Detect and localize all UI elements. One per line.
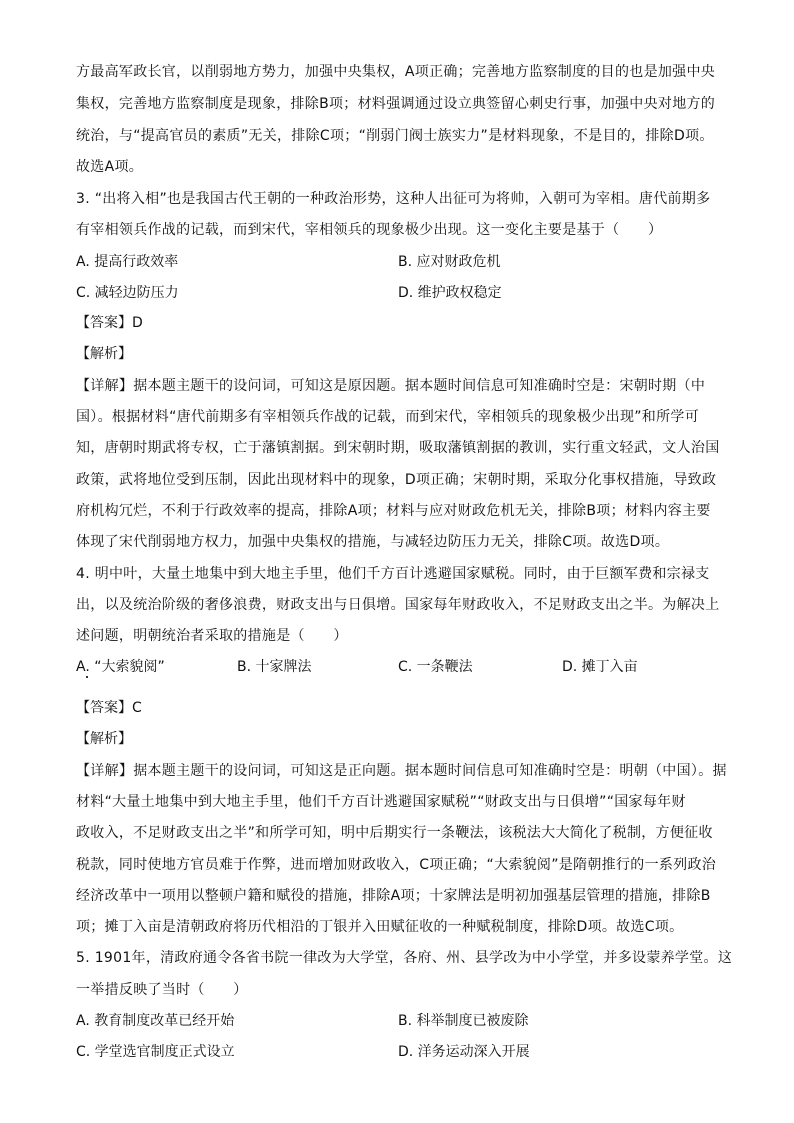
q3-detail-line: 政策，武将地位受到压制，因此出现材料中的现象，D项正确；宋朝时期，采取分化事权措施，导致政 <box>76 472 717 488</box>
q3-option-b: B. 应对财政危机 <box>398 254 501 270</box>
q4-option-c: C. 一条鞭法 <box>398 659 473 675</box>
q3-detail-line: 知，唐朝时期武将专权，亡于藩镇割据。到宋朝时期，吸取藩镇割据的教训，实行重文轻武，文人治国 <box>76 440 720 456</box>
q4-stem-line: 述问题，明朝统治者采取的措施是（ ） <box>76 628 348 644</box>
q3-option-a: A. 提高行政效率 <box>76 254 179 270</box>
intro-line: 方最高军政长官，以削弱地方势力，加强中央集权，A项正确；完善地方监察制度的目的也是加强中央 <box>76 64 716 80</box>
intro-line: 统治，与“提高官员的素质”无关，排除C项；“削弱门阀士族实力”是材料现象，不是目的，排除D项。 <box>76 128 714 144</box>
q3-analysis-heading: 【解析】 <box>76 346 132 362</box>
q4-stem-line: 出，以及统治阶级的奢侈浪费，财政支出与日俱增。国家每年财政收入，不足财政支出之半。为解决上 <box>76 597 720 613</box>
q3-detail-line: 府机构冗烂，不利于行政效率的提高，排除A项；材料与应对财政危机无关，排除B项；材料内容主要 <box>76 503 711 519</box>
q4-option-a: A. “大索貌阅” <box>76 659 165 675</box>
intro-line: 集权，完善地方监察制度是现象，排除B项；材料强调通过设立典签留心刺史行事，加强中央对地方的 <box>76 96 716 112</box>
q4-stem-line: 4. 明中叶，大量土地集中到大地主手里，他们千方百计逃避国家赋税。同时，由于巨额军费和宗禄支 <box>76 566 710 582</box>
q3-stem-line: 有宰相领兵作战的记载，而到宋代，宰相领兵的现象极少出现。这一变化主要是基于（ ） <box>76 222 663 238</box>
q4-detail-line: 【详解】据本题主题干的设问词，可知这是正向题。据本题时间信息可知准确时空是：明朝（中国）。据 <box>76 763 727 779</box>
q3-option-d: D. 维护政权稳定 <box>398 285 502 301</box>
q4-analysis-heading: 【解析】 <box>76 731 132 747</box>
q5-option-d: D. 洋务运动深入开展 <box>398 1044 530 1060</box>
q3-detail-line: 体现了宋代削弱地方权力，加强中央集权的措施，与减轻边防压力无关，排除C项。故选D项。 <box>76 534 670 550</box>
q4-detail-line: 项；摊丁入亩是清朝政府将历代相沿的丁银并入田赋征收的一种赋税制度，排除D项。故选C项。 <box>76 919 684 935</box>
intro-line: 故选A项。 <box>76 159 144 175</box>
q5-stem-line: 5. 1901年，清政府通令各省书院一律改为大学堂，各府、州、县学改为中小学堂，并多设蒙养学堂。这 <box>76 950 733 966</box>
q5-option-b: B. 科举制度已被废除 <box>398 1013 529 1029</box>
q3-option-c: C. 减轻边防压力 <box>76 285 179 301</box>
q3-stem-line: 3. “出将入相”也是我国古代王朝的一种政治形势，这种人出征可为将帅，入朝可为宰相。唐代前期多 <box>76 191 711 207</box>
q4-answer: 【答案】C <box>76 700 142 716</box>
q5-option-a: A. 教育制度改革已经开始 <box>76 1013 235 1029</box>
q4-detail-line: 材料“大量土地集中到大地主手里，他们千方百计逃避国家赋税”“财政支出与日俱增”“国家每年财 <box>76 794 686 810</box>
q5-option-c: C. 学堂选官制度正式设立 <box>76 1044 235 1060</box>
q3-detail-line: 【详解】据本题主题干的设问词，可知这是原因题。据本题时间信息可知准确时空是：宋朝时期（中 <box>76 378 706 394</box>
q4-option-d: D. 摊丁入亩 <box>562 659 638 675</box>
q4-detail-line: 税款，同时使地方官员难于作弊，进而增加财政收入，C项正确；“大索貌阅”是隋朝推行的一系列政治 <box>76 857 717 873</box>
q3-answer: 【答案】D <box>76 315 143 331</box>
q4-detail-line: 经济改革中一项用以整顿户籍和赋役的措施，排除A项；十家牌法是明初加强基层管理的措施，排除B <box>76 888 711 904</box>
q5-stem-line: 一举措反映了当时（ ） <box>76 982 248 998</box>
q3-detail-line: 国）。根据材料“唐代前期多有宰相领兵作战的记载，而到宋代，宰相领兵的现象极少出现”和所学可 <box>76 409 700 425</box>
q4-detail-line: 政收入，不足财政支出之半”和所学可知，明中后期实行一条鞭法，该税法大大简化了税制，方便征收 <box>76 825 713 841</box>
stray-dot <box>86 676 88 678</box>
q4-option-b: B. 十家牌法 <box>237 659 312 675</box>
